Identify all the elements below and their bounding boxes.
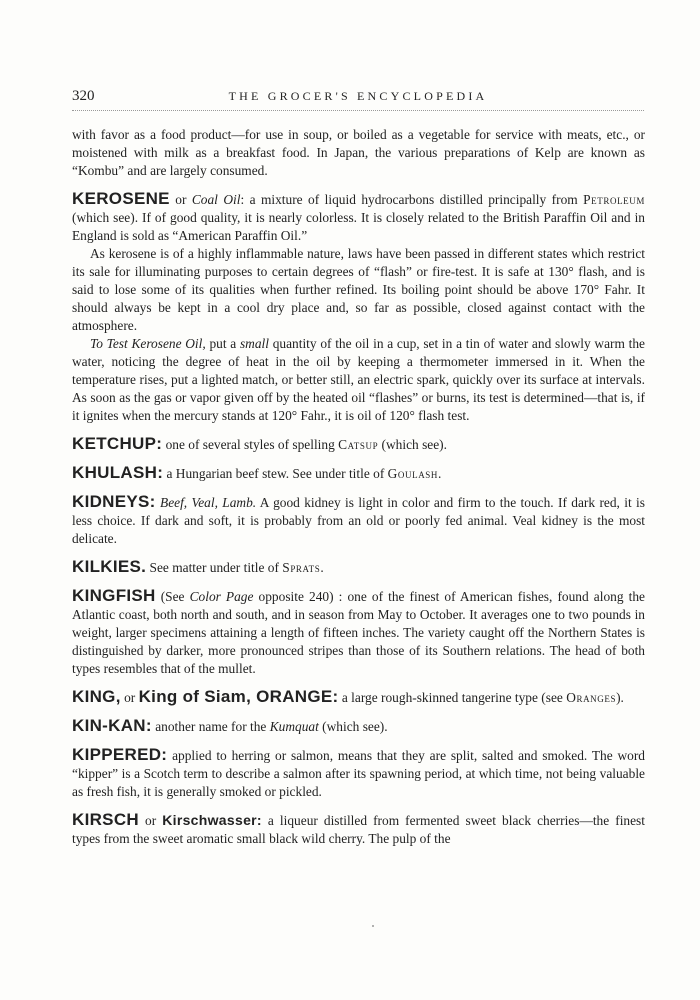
paragraph [72, 335, 645, 425]
definition-text: a Hungarian beef stew. See under title of [163, 466, 388, 481]
connector-text: or [138, 813, 163, 828]
alt-headword: Coal Oil [191, 192, 241, 207]
definition-text: ). [616, 690, 624, 705]
connector-text: or [120, 690, 139, 705]
headword: KHULASH: [72, 463, 164, 482]
definition-text: applied to herring or salmon, means that they are split, salted and smoked. The word “kipper” is a Scotch term to describe a salmon after its spawning period, at which time, not being valuable as fresh fish, it is generally smoked or pickled. [72, 748, 645, 799]
entry-kippered [72, 746, 645, 801]
headword: KETCHUP: [72, 434, 163, 453]
definition-text: (which see). If of good quality, it is nearly colorless. It is closely related to the British Paraffin Oil and in England is sold as “American Paraffin Oil.” [72, 210, 645, 243]
header-rule [72, 110, 644, 111]
headword: KEROSENE [72, 189, 170, 208]
connector-text: or [175, 192, 187, 207]
subheading: To Test Kerosene Oil, [90, 336, 206, 351]
definition-text: another name for the [151, 719, 270, 734]
entry-kidneys [72, 493, 645, 548]
entry-kirsch [72, 811, 645, 848]
definition-text: : a mixture of liquid hydrocarbons distilled principally from [240, 192, 584, 207]
entry-king-orange [72, 688, 645, 707]
entry-kerosene [72, 190, 645, 425]
definition-text: . [438, 466, 442, 481]
print-speck [372, 925, 374, 927]
body-text: put a [205, 336, 240, 351]
entry-ketchup [72, 435, 645, 454]
entry-kingfish [72, 587, 645, 678]
definition-text: A good kidney is light in color and firm to the touch. If dark red, it is less choice. If dark and soft, it is probably from an old or poorly fed animal. Veal kidney is the most delicate. [72, 495, 645, 546]
running-title: THE GROCER'S ENCYCLOPEDIA [228, 89, 488, 103]
see-note: opposite 240) : [253, 589, 348, 604]
headword: Kirschwasser: [162, 812, 262, 828]
definition-text: (which see). [318, 719, 388, 734]
body-text: quantity of the oil in a cup, set in a tin of water and slowly warm the water, noticing the degree of heat in the oil by keeping a thermometer immersed in it. When the temperature rises, put a lighted match, or better still, an electric spark, quickly over its surface at intervals. As soon as the gas or vapor given off by the heated oil “flashes” or burns, its test is determined—that is, if it ignites when the mercury stands at 120° Fahr., it is oil of 120° flash test. [72, 336, 645, 423]
see-note: (See [155, 589, 190, 604]
entry-kilkies [72, 558, 645, 577]
headword: KIPPERED: [72, 745, 168, 764]
definition-text: (which see). [378, 437, 447, 452]
headword: King of Siam, ORANGE: [138, 687, 339, 706]
continued-text: with favor as a food product—for use in soup, or boiled as a vegetable for service with meats, etc., or moistened with milk as a breakfast food. In Japan, the various preparations of Kelp are known as “Kombu” and are largely consumed. [72, 127, 645, 178]
headword: KING, [72, 687, 121, 706]
definition-text: a large rough-skinned tangerine type (see [338, 690, 567, 705]
continued-paragraph [72, 126, 645, 180]
definition-text: one of several styles of spelling [162, 437, 339, 452]
headword: KIRSCH [72, 810, 139, 829]
entry-kin-kan [72, 717, 645, 736]
cross-reference: Oranges [566, 690, 617, 705]
kinds-list: Beef, Veal, Lamb. [160, 495, 257, 510]
page-body [72, 126, 645, 848]
definition-text: . [320, 560, 324, 575]
paragraph: As kerosene is of a highly inflammable nature, laws have been passed in different states which restrict its sale for illuminating purposes to certain degrees of “flash” or fire-test. It is safe at 130° flash, and is said to lose some of its qualities when further refined. Its boiling point should be above 170° Fahr. It should always be kept in a cool dry place and, so far as possible, closed against contact with the atmosphere. [72, 246, 645, 333]
definition-text: one of the finest of American fishes, found along the Atlantic coast, both north and south, and in season from May to October. It averages one to two pounds in weight, larger specimens attaining a length of fifteen inches. The variety caught off the Northern States is distinguished by darker, more pronounced stripes than those of its Southern relations. The head of both types resembles that of the mullet. [72, 589, 645, 676]
page-number: 320 [72, 88, 95, 104]
definition-text: a liqueur distilled from fermented sweet black cherries—the finest types from the sweet aromatic small black wild cherry. The pulp of the [72, 813, 645, 846]
emphasis: small [239, 336, 269, 351]
cross-reference: Goulash [387, 466, 439, 481]
cross-reference: Catsup [338, 437, 379, 452]
cross-reference: Sprats [282, 560, 321, 575]
page-header [72, 88, 644, 108]
entry-khulash [72, 464, 645, 483]
headword: KINGFISH [72, 586, 156, 605]
definition-text: See matter under title of [146, 560, 283, 575]
headword: KIDNEYS: [72, 492, 156, 511]
headword: KIN-KAN: [72, 716, 152, 735]
color-page-ref: Color Page [189, 589, 254, 604]
headword: KILKIES. [72, 557, 147, 576]
cross-reference: Kumquat [269, 719, 319, 734]
cross-reference: Petroleum [583, 192, 645, 207]
